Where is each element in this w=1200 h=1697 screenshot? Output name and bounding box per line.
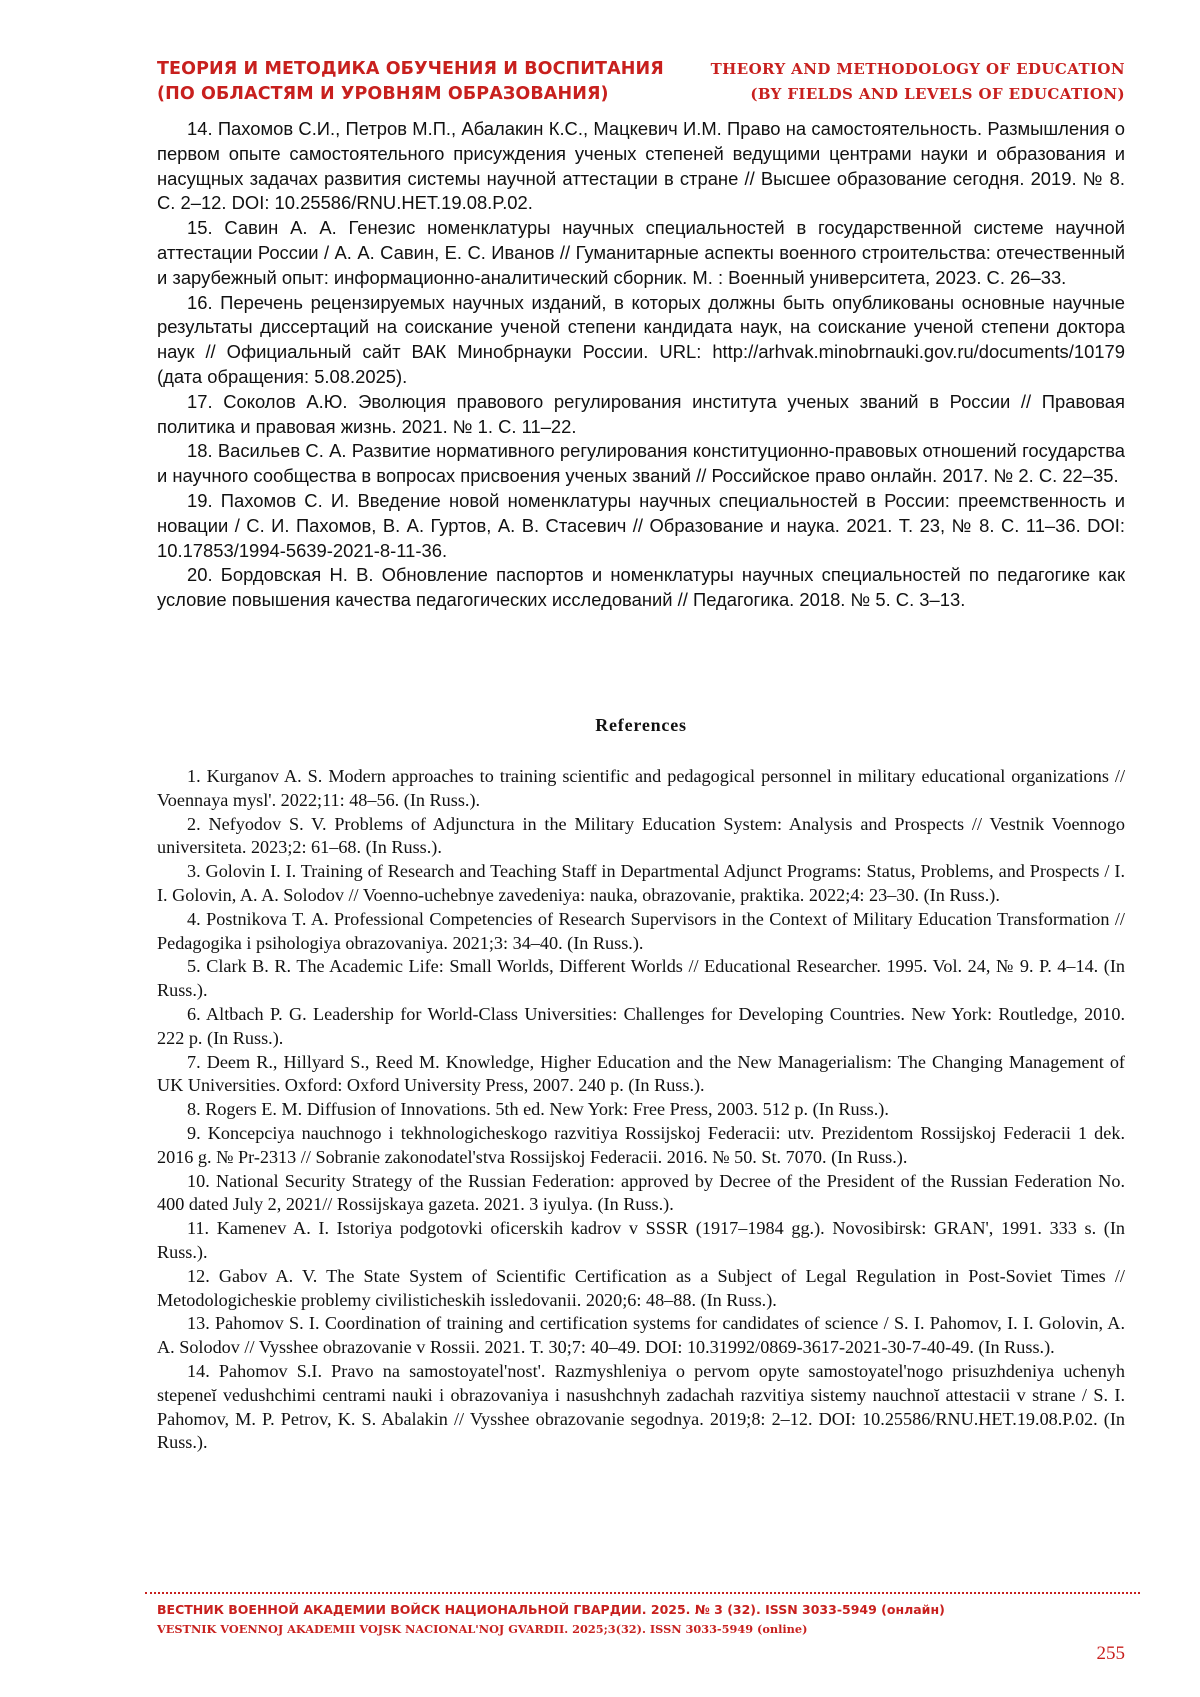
reference-item: 20. Бордовская Н. В. Обновление паспортов и номенклатуры научных специальностей по педагогике как условие повышения качества педагогических исследований // Педагогика. 2018. № 5. С. 3–13. (157, 564, 1125, 611)
russian-reference-list (157, 117, 1125, 613)
reference-item: 4. Postnikova T. A. Professional Competencies of Research Supervisors in the Context of Military Education Transformation // Pedagogika i psihologiya obrazovaniya. 2021;3: 34–40. (In Russ.). (157, 908, 1125, 953)
header-ru-line-1: ТЕОРИЯ И МЕТОДИКА ОБУЧЕНИЯ И ВОСПИТАНИЯ (157, 59, 664, 79)
header-en-line-1: THEORY AND METHODOLOGY OF EDUCATION (710, 60, 1125, 78)
references-heading: References (595, 715, 687, 735)
footer-divider (145, 1592, 1140, 1594)
english-reference-list (157, 765, 1125, 1455)
reference-item: 17. Соколов А.Ю. Эволюция правового регулирования института ученых званий в России // Правовая политика и правовая жизнь. 2021. № 1. С. 11–22. (157, 390, 1125, 437)
reference-item: 8. Rogers E. M. Diffusion of Innovations. 5th ed. New York: Free Press, 2003. 512 p. (In Russ.). (187, 1099, 889, 1120)
reference-item: 16. Перечень рецензируемых научных изданий, в которых должны быть опубликованы основные научные результаты диссертаций на соискание ученой степени кандидата наук, на соискание ученой степени доктора наук // Официальный сайт ВАК Минобрнауки России. URL: http://arhvak.minobrnauki.gov.ru/documents/10179 (дата обращения: 5.08.2025). (157, 291, 1125, 387)
running-header-en (655, 57, 1125, 107)
reference-item: 12. Gabov A. V. The State System of Scientific Certification as a Subject of Legal Regulation in Post-Soviet Times // Metodologicheskie problemy civilisticheskih issledovanii. 2020;6: 48–88. (In Russ.). (157, 1265, 1125, 1310)
reference-item: 2. Nefyodov S. V. Problems of Adjunctura in the Military Education System: Analysis and Prospects // Vestnik Voennogo universiteta. 2023;2: 61–68. (In Russ.). (157, 813, 1125, 858)
footer-journal-title-ru: ВЕСТНИК ВОЕННОЙ АКАДЕМИИ ВОЙСК НАЦИОНАЛЬНОЙ ГВАРДИИ. 2025. № 3 (32). ISSN 3033-5949 (онлайн) (157, 1602, 945, 1617)
reference-item: 6. Altbach P. G. Leadership for World-Class Universities: Challenges for Developing Countries. New York: Routledge, 2010. 222 p. (In Russ.). (157, 1003, 1125, 1048)
footer-journal-title-en: VESTNIK VOENNOJ AKADEMII VOJSK NACIONAL'NOJ GVARDII. 2025;3(32). ISSN 3033-5949 (online) (157, 1622, 808, 1636)
reference-item: 15. Савин А. А. Генезис номенклатуры научных специальностей в государственной системе научной аттестации России / А. А. Савин, Е. С. Иванов // Гуманитарные аспекты военного строительства: отечественный и зарубежный опыт: информационно-аналитический сборник. М. : Военный университета, 2023. С. 26–33. (157, 217, 1125, 288)
reference-item: 11. Kamenev A. I. Istoriya podgotovki oficerskih kadrov v SSSR (1917–1984 gg.). Novosibirsk: GRAN', 1991. 333 s. (In Russ.). (157, 1218, 1125, 1262)
header-en-line-2: (BY FIELDS AND LEVELS OF EDUCATION) (750, 85, 1125, 103)
reference-item: 7. Deem R., Hillyard S., Reed M. Knowledge, Higher Education and the New Managerialism: The Changing Management of UK Universities. Oxford: Oxford University Press, 2007. 240 p. (In Russ.). (157, 1051, 1125, 1096)
reference-item: 14. Pahomov S.I. Pravo na samostoyatel'nost'. Razmyshleniya o pervom opyte samostoyatel'nogo prisuzhdeniya uchenyh stepeneĭ vedushchimi centrami nauki i obrazovaniya i nasushchnyh zadachah razvitiya sistemy nauchnoĭ attestacii v strane / S. I. Pahomov, M. P. Petrov, K. S. Abalakin // Vysshee obrazovanie segodnya. 2019;8: 2–12. DOI: 10.25586/RNU.HET.19.08.P.02. (In Russ.). (157, 1360, 1125, 1453)
reference-item: 3. Golovin I. I. Training of Research and Teaching Staff in Departmental Adjunct Programs: Status, Problems, and Prospects / I. I. Golovin, A. A. Solodov // Voenno-uchebnye zavedeniya: nauka, obrazovanie, praktika. 2022;4: 23–30. (In Russ.). (157, 861, 1125, 905)
reference-item: 19. Пахомов С. И. Введение новой номенклатуры научных специальностей в России: преемственность и новации / С. И. Пахомов, В. А. Гуртов, А. В. Стасевич // Образование и наука. 2021. Т. 23, № 8. С. 11–36. DOI: 10.17853/1994-5639-2021-8-11-36. (157, 489, 1125, 561)
reference-item: 5. Clark B. R. The Academic Life: Small Worlds, Different Worlds // Educational Researcher. 1995. Vol. 24, № 9. P. 4–14. (In Russ.). (157, 956, 1125, 1001)
reference-item: 18. Васильев С. А. Развитие нормативного регулирования конституционно-правовых отношений государства и научного сообщества в вопросах присвоения ученых званий // Российское право онлайн. 2017. № 2. С. 22–35. (157, 440, 1125, 487)
reference-item: 9. Koncepciya nauchnogo i tekhnologicheskogo razvitiya Rossijskoj Federacii: utv. Prezidentom Rossijskoj Federacii 1 dek. 2016 g. № Pr-2313 // Sobranie zakonodatel'stva Rossijskoj Federacii. 2016. № 50. St. 7070. (In Russ.). (157, 1122, 1125, 1167)
running-header-ru (157, 57, 677, 107)
header-ru-line-2: (ПО ОБЛАСТЯМ И УРОВНЯМ ОБРАЗОВАНИЯ) (157, 84, 609, 104)
reference-item: 14. Пахомов С.И., Петров М.П., Абалакин К.С., Мацкевич И.М. Право на самостоятельность. Размышления о первом опыте самостоятельного присуждения ученых степеней ведущими центрами науки и образования и насущных задачах развития системы научной аттестации в стране // Высшее образование сегодня. 2019. № 8. С. 2–12. DOI: 10.25586/RNU.HET.19.08.P.02. (157, 118, 1125, 214)
page-number: 255 (1096, 1643, 1125, 1664)
reference-item: 13. Pahomov S. I. Coordination of training and certification systems for candidates of science / S. I. Pahomov, I. I. Golovin, A. A. Solodov // Vysshee obrazovanie v Rossii. 2021. T. 30;7: 40–49. DOI: 10.31992/0869-3617-2021-30-7-40-49. (In Russ.). (157, 1313, 1125, 1358)
reference-item: 10. National Security Strategy of the Russian Federation: approved by Decree of the President of the Russian Federation No. 400 dated July 2, 2021// Rossijskaya gazeta. 2021. 3 iyulya. (In Russ.). (157, 1170, 1125, 1215)
reference-item: 1. Kurganov A. S. Modern approaches to training scientific and pedagogical personnel in military educational organizations // Voennaya mysl'. 2022;11: 48–56. (In Russ.). (157, 766, 1125, 810)
